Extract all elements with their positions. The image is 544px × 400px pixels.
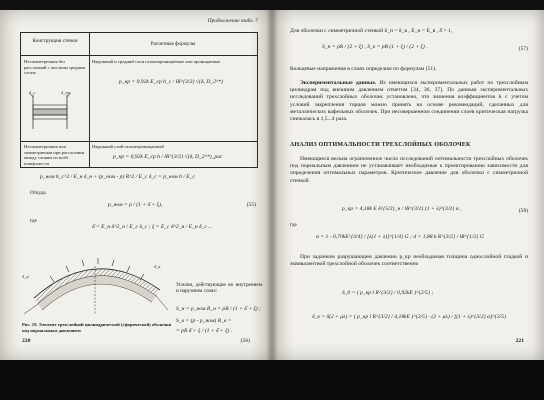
experimental-title: Экспериментальные данные. — [300, 80, 377, 86]
page-number-left: 220 — [22, 338, 31, 344]
delta-definition: δ̄ = E_н δ^2_н / E_с δ_с ; ξ = E_с δ^2_н / E_н δ_с ... — [92, 224, 213, 230]
equation-delta-s: δ_в = δ(2 + μλ) = ( p_кр l R^{3/2} / 4,18kE )^{2/5} · (2 + μλ) / [(1 + λ)^{3/2} α]^{2/5} — [312, 314, 507, 320]
equation-58: p_кр = 4,18k E δ^{5/2}_н / lR^{3/2} (1 + λ)^{3/2} α , — [342, 206, 462, 212]
equilibrium-equation: p_ном h_с^2 / E_н δ_н + (p_ном - p) R^2 / E_с δ_с = p_ном h / E_с — [40, 174, 195, 180]
equation-57: S_н = pR / (2 + ξ) , S_в = pR (1 + ξ) / (2 + ξ) . — [322, 44, 428, 50]
equation-sv: S_в = (p - p_ном) R_в = — [176, 318, 232, 324]
equation-56-number: (56) — [240, 338, 250, 344]
row2-description: Наружный слой газонепроницаемый — [92, 144, 164, 149]
equation-55: p_ном = p / (1 + δ̄ + ξ), — [108, 202, 163, 208]
equation-delta0: δ_0 = ( p_кр l R^{3/2} / 0,92kE )^{2/5} ; — [342, 290, 434, 296]
book-spine — [266, 10, 278, 360]
row2-construction: Несимметричная или симметричная при расслоении между слоями по всей поверхности — [24, 144, 85, 166]
table-col2-header: Расчетные формулы — [150, 41, 196, 47]
background-shadow — [0, 360, 544, 400]
row1-formula: p_кр = 0,92k E_ср h_с / lR^{3/2} √(δ, D_2^*) — [119, 79, 223, 85]
shell-figure — [20, 236, 170, 316]
loading-paragraph: При заданном разрушающем давлении p_кр необходимая толщина однослойной гладкой и эквивалентной трехслойной оболочек соответственно — [290, 254, 528, 268]
equation-57-number: (57) — [518, 46, 528, 52]
table-row — [21, 55, 257, 142]
equation-58-number: (58) — [518, 208, 528, 214]
page-number-right: 221 — [515, 338, 524, 344]
analysis-heading: АНАЛИЗ ОПТИМАЛЬНОСТИ ТРЕХСЛОЙНЫХ ОБОЛОЧЕК — [290, 142, 471, 148]
figure-label-inner: δ_в — [154, 264, 161, 269]
row1-construction: Несимметричная без расслоений с жестким средним слоем — [24, 59, 86, 76]
right-page — [272, 10, 544, 360]
figure-label-outer: δ_н — [22, 274, 29, 279]
gde-text-right: где — [290, 222, 297, 228]
table-header-row — [21, 33, 257, 56]
otkuda-text: Откуда — [30, 190, 46, 196]
left-page — [0, 10, 272, 360]
formula-table — [20, 32, 258, 168]
experimental-paragraph — [290, 80, 528, 123]
equation-55-number: (55) — [246, 202, 256, 208]
alpha-definition: α = 1 - 0,70kE^{3/4} / [λ(1 + λ)]^{1/4} G ; d = 1,88 k R^{3/2} / lR^{1/2} G — [316, 234, 484, 240]
layer-label-c: δ_c — [29, 90, 36, 95]
ring-stress-text: Кольцевые напряжения в слоях определим по формулам (51). — [290, 66, 437, 72]
row2-formula: p_кр = 0,92k E_ср h / lR^{3/2} √(δ, D_2^*)_рас — [113, 154, 223, 160]
layer-label-pr: δ_пр — [61, 90, 71, 95]
experimental-text: Из имеющихся экспериментальных работ по трехслойным цилиндрам под внешним давлением отметим [34, 36, 37]. По данным экспериментальных исследований трехслойных оболочек установлено, что значения коэффициентов k с учетом условий закрепления торцов можно принять на основе рекомендаций, сделанных для металлических вафельных оболочек. При несовершенном соединении слоев критическая нагрузка снижалась в 1,5...4 раза. — [290, 80, 529, 123]
row1-description: Наружный и средний слои газонепроницаемые или проницаемые — [92, 59, 221, 64]
analysis-paragraph: Имеющиеся весьма ограниченное число исследований оптимальности трехслойных оболочек под нормальным давлением не устанавливает необходимые к проектированию зависимости для определения оптимальных параметров. Критическое давление для оболочки с симметричной стенкой — [290, 156, 528, 184]
equation-sn: S_н = p_ном R_н = pR / (1 + δ̄ + ξ) ; — [176, 306, 261, 312]
table-continuation-header: Продолжение табл. 7 — [207, 18, 258, 24]
equation-sv-continued: = pR δ̄ + ξ / (1 + δ̄ + ξ) . — [176, 328, 233, 334]
symmetric-intro: Для оболочки с симметричной стенкой δ_н = δ_в , E_н = E_в , δ̄ = 1, — [290, 28, 453, 34]
figure-caption: Рис. 19. Элемент трехслойной цилиндрической (сферической) оболочки под нормальным давлением — [22, 322, 172, 333]
gde-text: где — [30, 218, 37, 224]
table-col1-header: Конструкция стенки — [32, 38, 78, 44]
layer-diagram — [27, 91, 83, 133]
forces-text: Усилия, действующие во внутреннем и наружном слоях: — [176, 282, 262, 295]
table-row — [21, 141, 257, 167]
